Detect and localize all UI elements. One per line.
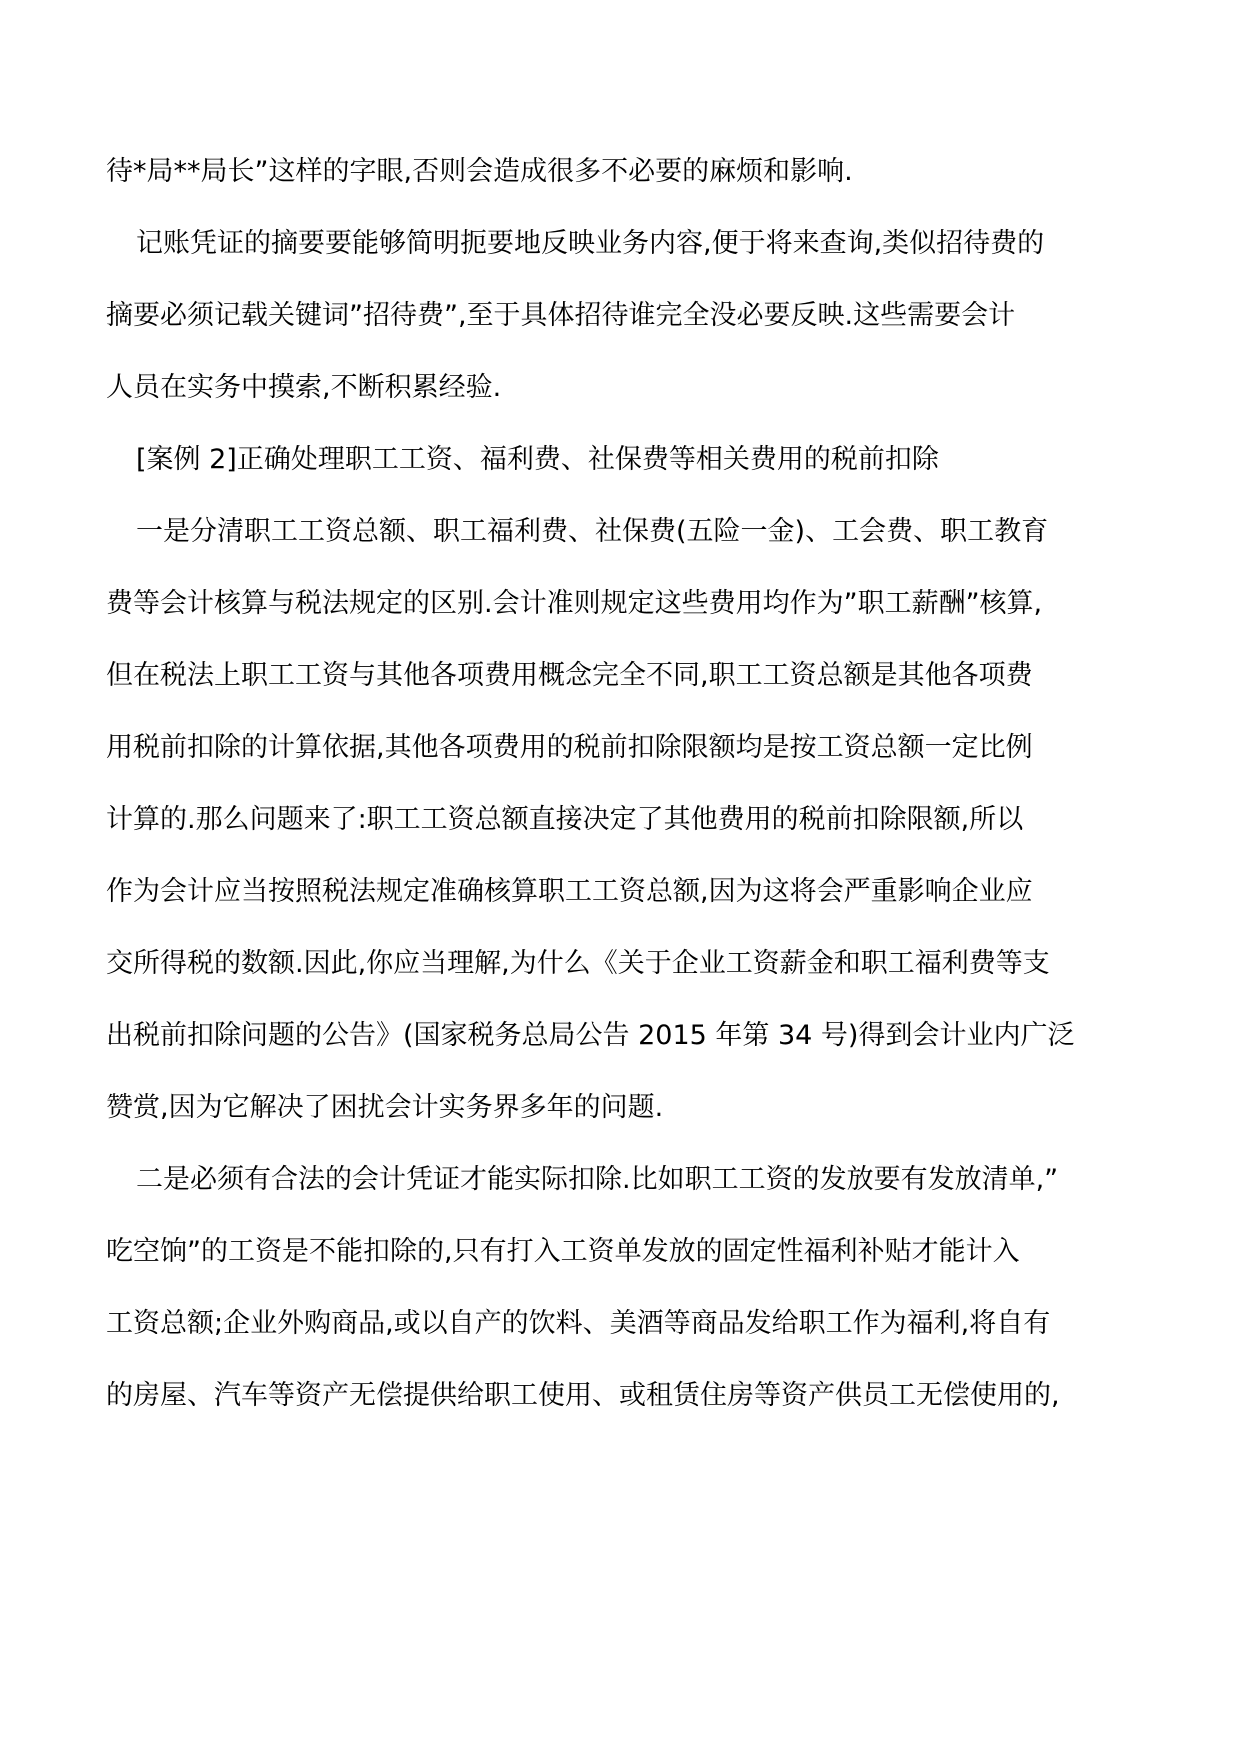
text-line: 工资总额;企业外购商品,或以自产的饮料、美酒等商品发给职工作为福利,将自有 (106, 1308, 1051, 1339)
text-line: 作为会计应当按照税法规定准确核算职工工资总额,因为这将会严重影响企业应 (106, 876, 1033, 907)
text-line: 记账凭证的摘要要能够简明扼要地反映业务内容,便于将来查询,类似招待费的 (136, 228, 1045, 259)
text-line: 一是分清职工工资总额、职工福利费、社保费(五险一金)、工会费、职工教育 (136, 516, 1049, 547)
text-line: 人员在实务中摸索,不断积累经验. (106, 372, 502, 403)
text-line: 待*局**局长”这样的字眼,否则会造成很多不必要的麻烦和影响. (106, 156, 853, 187)
text-line: 但在税法上职工工资与其他各项费用概念完全不同,职工工资总额是其他各项费 (106, 660, 1033, 691)
text-line: 用税前扣除的计算依据,其他各项费用的税前扣除限额均是按工资总额一定比例 (106, 732, 1033, 763)
text-line: 交所得税的数额.因此,你应当理解,为什么《关于企业工资薪金和职工福利费等支 (106, 948, 1050, 979)
text-line: 计算的.那么问题来了:职工工资总额直接决定了其他费用的税前扣除限额,所以 (106, 804, 1024, 835)
text-line: 二是必须有合法的会计凭证才能实际扣除.比如职工工资的发放要有发放清单,” (136, 1164, 1059, 1195)
text-line: 赞赏,因为它解决了困扰会计实务界多年的问题. (106, 1092, 664, 1123)
text-line: [案例 2]正确处理职工工资、福利费、社保费等相关费用的税前扣除 (136, 444, 939, 475)
text-line: 摘要必须记载关键词”招待费”,至于具体招待谁完全没必要反映.这些需要会计 (106, 300, 1016, 331)
text-line: 出税前扣除问题的公告》(国家税务总局公告 2015 年第 34 号)得到会计业内广泛 (106, 1020, 1075, 1051)
text-line: 费等会计核算与税法规定的区别.会计准则规定这些费用均作为”职工薪酬”核算, (106, 588, 1043, 619)
text-line: 的房屋、汽车等资产无偿提供给职工使用、或租赁住房等资产供员工无偿使用的, (106, 1380, 1060, 1411)
text-line: 吃空饷”的工资是不能扣除的,只有打入工资单发放的固定性福利补贴才能计入 (106, 1236, 1020, 1267)
